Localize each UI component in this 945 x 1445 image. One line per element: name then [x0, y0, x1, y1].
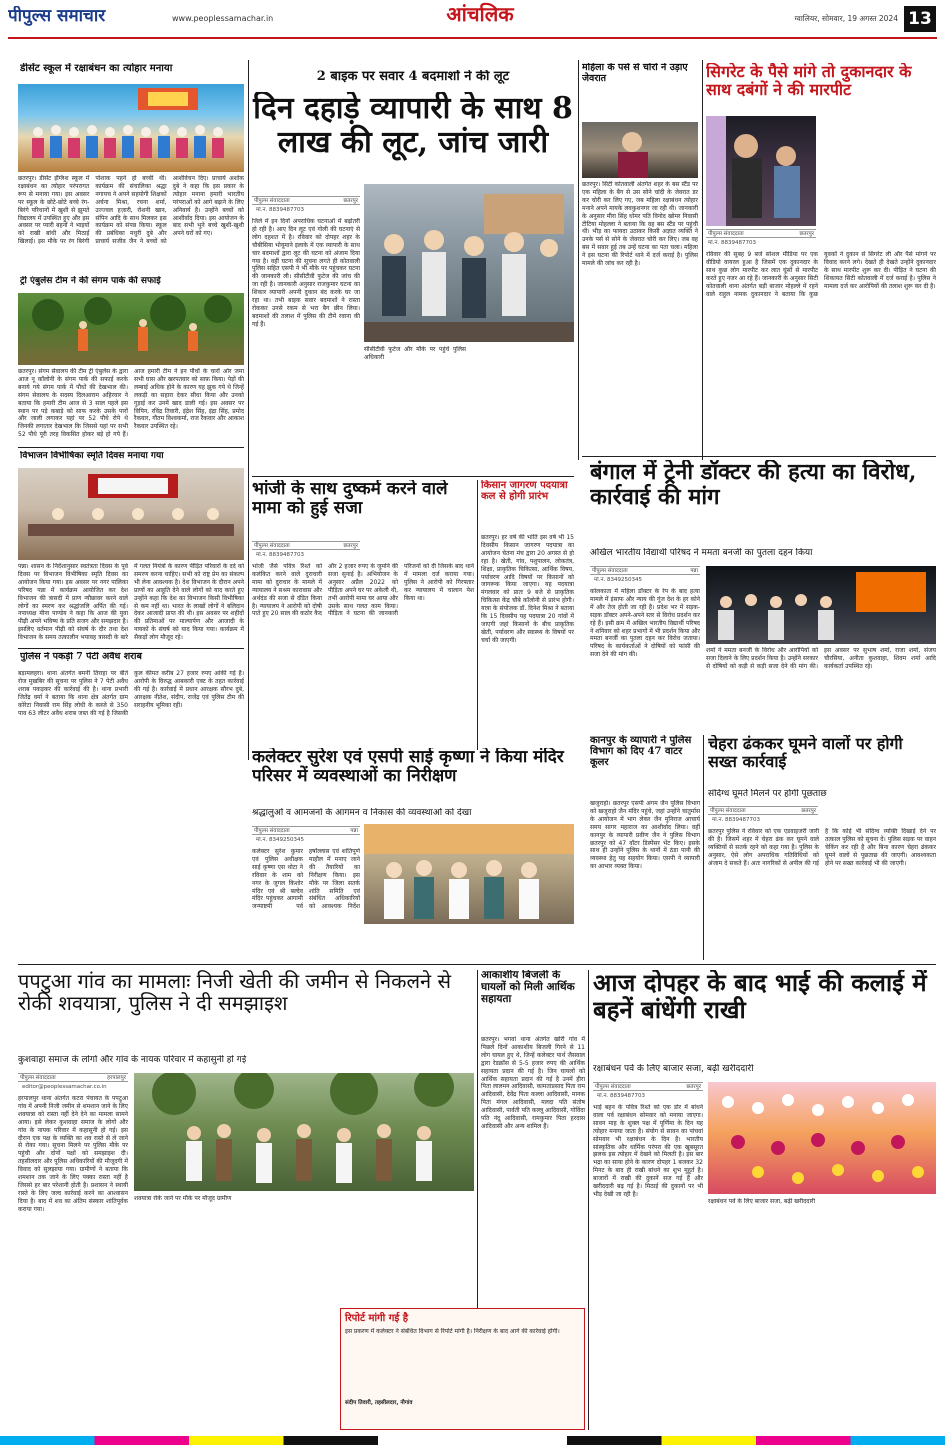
rakhi-subhead: रक्षाबंधन पर्व के लिए बाजार सजा, बढ़ी खरीददारी	[593, 1064, 754, 1074]
paptua-subhead: कुशवाहा समाज के लोगों और गांव के नायक परिवार में कहासुनी हो गई	[18, 1055, 247, 1065]
temple-byline-name: पीपुल्स संवाददाता	[254, 828, 290, 834]
lead-headline: दिन दहाड़े व्यापारी के साथ 8 लाख की लूट, जांच जारी	[253, 92, 573, 160]
lead-mobile: मो.नं. 8839487703	[256, 207, 305, 213]
face-mobile: मो.नं. 8839487703	[712, 817, 761, 823]
paptua-byline-place: हरपालपुर	[107, 1075, 126, 1081]
bengal-photo	[706, 566, 936, 644]
lead-kicker: 2 बाइक पर सवार 4 बदमाशों ने की लूट	[316, 70, 510, 84]
partition-photo-art	[18, 468, 244, 560]
school-photo	[18, 84, 244, 172]
temple-byline	[252, 826, 360, 835]
mama-mobile: मो.नं. 8839487703	[256, 552, 305, 558]
tree-body: छतरपुर। संगम सेवालय की टीम ट्री एंबुलेंस के द्वारा आज नू कॉलोनी के संगम पार्क की सफाई करके बनाये गये संगम पार्क में पौधों की देखभाल की। संगम सेवालय के सदस्य दिलआराम अहिरवार ने बताया कि हमारी टीम आज से 3 साल पहले इस स्थान पर पड़े कबाड़े को साफ करके उसके पारों और जाली लगाकर यहां पर 52 पौधे रोपे थे जिनकी लगातार देखभाल कि जिससे यहां पर सभी 52 पौधे पूरी तरह विकसित होकर बड़े हो गये हैं। आज हमारी टीम ने इन पौधों के चारों ओर जमा सभी घास और खरपतवार को साफ़ किया। पेड़ों की लम्बाई अधिक होने के कारण यह झुक गये थे जिन्हें लकड़ी का सहारा देकर सीधा किया और उनको गुड़ाई कर उनमें खाद डाली गई। इस अवसर पर विपिन, रविंद्र तिवारी, इंद्रेश सिंह, इंद्रा सिंह, प्रमोद रैकवार, गौतम विश्वकर्मा, राज रैकवार और आकाश रैकवार उपस्थित रहे।	[18, 368, 244, 439]
masthead-rule	[8, 37, 937, 39]
col-rule-4	[702, 60, 703, 460]
thieves-photo	[582, 122, 698, 178]
rakhi-mobile: मो.नं. 8839487703	[597, 1093, 646, 1099]
rakhi-photo-art	[708, 1082, 936, 1194]
brand-logo[interactable]: पीपुल्स समाचार	[8, 6, 106, 26]
center-divider-1	[252, 476, 574, 477]
paptua-body-1: हरपालपुर थाना अंतर्गत कटरा पंचायत के पपटुआ गांव में अपनी निजी जमीन से शमशान जाने के लिए शवयात्रा को रास्ता नहीं देने देने का मामला सामने आया। इसे लेकर कुशवाहा समाज के लोगों और गांव के नायक परिवार में कहासुनी हो गई। इस दौरान एक पक्ष के व्यक्ति का शव रास्ते से ले जाने से रोका गया। सूचना मिलने पर पुलिस मौके पर पहुंची और दोनों पक्षों को समझाइश दी। तहसीलदार और पुलिस अधिकारियों की मौजूदगी में विवाद को सुलझाया गया। ग्रामीणों ने बताया कि शमशान तक जाने के लिए पक्का रास्ता नहीं है जिससे हर बार परेशानी होती है। प्रशासन ने स्थायी रास्ते के लिए जल्द कार्रवाई करने का आश्वासन दिया है। बाद में शव का अंतिम संस्कार शांतिपूर्वक कराया गया।	[18, 1095, 128, 1213]
face-headline: चेहरा ढंककर घूमने वालों पर होगी सख्त कार्रवाई	[708, 735, 903, 771]
thieves-headline: महिला के पर्स से चोरों ने उड़ाए जेवरात	[582, 63, 688, 84]
fight-body: रविवार की सुबह 9 बजे सोशल मीडिया पर एक वीडियो वायरल हुआ है जिसमें एक दुकानदार के साथ कुछ लोग मारपीट कर लात घूंसों से मारपीट करते हुए नजर आ रहे हैं। जानकारी के अनुसार सिटी कोतवाली थाना अंतर्गत बड़ी बाजार मोहल्ले में रहने वाले राहुल नामक दुकानदार ने बताया कि कुछ युवकों ने दुकान से सिगरेट ली और पैसे मांगने पर विवाद करने लगे। देखते ही देखते उन्होंने दुकानदार के साथ मारपीट शुरू कर दी। पीड़ित ने घटना की शिकायत सिटी कोतवाली में दर्ज कराई है। पुलिस ने मामला दर्ज कर आरोपियों की तलाश शुरू कर दी है।	[706, 251, 936, 298]
site-url[interactable]: www.peoplessamachar.in	[172, 14, 274, 23]
fight-mobile: मो.नं. 8839487703	[708, 240, 757, 246]
lightning-box	[340, 1308, 585, 1430]
section-title: आंचलिक	[446, 2, 514, 26]
temple-headline: कलेक्टर सुरेश एवं एसपी साई कृष्णा ने किया मंदिर परिसर में व्यवस्थाओं का निरीक्षण	[252, 748, 564, 787]
mama-byline	[252, 541, 360, 550]
partition-body: पन्ना। शासन के निर्देशानुसार स्वतंत्रता दिवस के पूर्व दिवस पर विभाजन विभीषिका स्मृति दिवस का आयोजन किया गया। इस अवसर पर नगर पालिका परिषद पन्ना में कार्यक्रम आयोजित कर देश विभाजन की त्रासदी में प्राण न्यौछावर करने वाले लोगों का स्मरण कर श्रद्धांजलि अर्पित की गई। नपाध्यक्ष मीना पाण्डेय ने कहा कि आज की युवा पीढ़ी अपने भविष्य के प्रति सजग और समझदार है। इसलिए वर्तमान पीढ़ी को संघर्ष के दौर तथा देश विभाजन के समय तत्कालीन भयावह त्रासदी के बारे में गलत नियंत्रों के कारण पीड़ित परिवारों के दर्द को समरण करना चाहिए। सभी को राष्ट्र प्रेम का संकल्प भी लेना आवश्यक है। देश विभाजन के दौरान अपने प्राणों का आहूति देने वाले लोगों को याद करते हुए उन्होंने कहा कि देश का विभाजन किसी विभीषिका से कम नहीं था। भारत के लाखों लोगों ने बलिदान देकर आजादी प्राप्त की थी। इस अवसर पर शहीदों की प्रतिमाओं पर माल्यार्पण और आजादी के नायकों के संघर्ष को याद किया गया। कार्यक्रम में सैकड़ों लोग मौजूद रहे।	[18, 563, 244, 642]
left-divider-2	[18, 648, 244, 649]
school-photo-art	[18, 84, 244, 172]
dateline: ग्वालियर, सोमवार, 19 अगस्त 2024	[794, 14, 898, 23]
temple-photo	[364, 824, 574, 924]
liquor-headline: पुलिस ने पकड़ी 7 पेटी अवैध शराब	[20, 652, 142, 662]
mama-byline-place: छतरपुर	[343, 543, 358, 549]
col-rule-2	[477, 480, 478, 750]
face-byline-place: छतरपुर	[801, 808, 816, 814]
lead-byline	[252, 196, 360, 205]
bengal-byline-place: पन्ना	[690, 568, 698, 574]
bengal-byline-name: पीपुल्स संवाददाता	[592, 568, 628, 574]
col-rule-7	[588, 970, 589, 1430]
rakhi-byline-place: छतरपुर	[686, 1084, 701, 1090]
lightning-headline: आकाशीय बिजली के घायलों को मिली आर्थिक सहायता	[481, 970, 575, 1005]
school-body: छतरपुर। डीसेंट इंग्लिश स्कूल में रक्षाबंधन का त्योहार परंपरागत रूप से मनाया गया। इस अवसर पर स्कूल के छोटे-छोटे बच्चे रंग-बिरंगे परिधानों में खुशी से झूमते विद्यालय में उपस्थित हुए और इस अवसर पर प्यारी बहनों ने भाइयों को राखी बांधी और मिठाई खिलाई। इस मौके पर रंग बिरंगी पोशाक पहने हो बच्ची थी। कार्यक्रम की संचालिका श्रद्धा नगायच ने अपने सहयोगी शिक्षकों अर्चना मिश्रा, रचना शर्मा, उज्ज्वल हज़ारी, रोशनी खान, संपिन आदि के साथ मिलकर इस कार्यक्रम को संपन्न किया। स्कूल की प्रबंधिका मधुरी दुबे और प्राचार्य सजीव जैन ने बच्चों को आशीर्वचन दिए। प्राचार्य अशोक दुबे ने कहा कि इस प्रकार के त्योहार मनाना हमारी भारतीय परंपराओं को आगे बढ़ाने के लिए अनिवार्य है। उन्होंने बच्चों को आशीर्वाद दिया। इस आयोजन के बाद सभी भुने बच्चे खुशी-खुशी अपने घरों को गए।	[18, 175, 244, 246]
rakhi-body: भाई बहन के पवित्र रिश्ते को एक डोर में बांधने वाला पर्व रक्षाबंधन सोमवार को मनाया जाएगा। सावन माह के शुक्ल पक्ष में पूर्णिमा के दिन यह त्योहार मनाया जाता है। संयोग से सावन का पांचवां सोमवार भी रक्षाबंधन के दिन है। भारतीय सांस्कृतिक और धार्मिक परंपरा की एक खूबसूरत झलक इस त्योहार में देखने को मिलती है। इस बार भद्रा का साया होने के कारण दोपहर 1 बजकर 32 मिनट के बाद ही राखी बांधने का शुभ मुहूर्त है। बाजारों में राखी की दुकानें सज गई हैं और खरीददारी बढ़ गई है। मिठाई की दुकानों पर भी भीड़ देखी जा रही है।	[593, 1104, 703, 1198]
lightning-body: छतरपुर। भगवां थाना अंतर्गत खोरी गांव में पिछले दिनों आकाशीय बिजली गिरने से 11 लोग घायल हुए थे, जिन्हें कलेक्टर पार्थ जैसवाल द्वारा रेडक्रॉस से 5-5 हजार रुपए की आर्थिक सहायता प्रदान की गई है। जिन घायलों को आर्थिक सहायता प्रदान की गई है उनमें हीरा पिता लालमन आदिवासी, कामताप्रसाद पिता राम आदिवासी, देवेंद्र पिता कल्ला आदिवासी, मानक पिता मंगल आदिवासी, मलदा पति संतोष आदिवासी, पार्वती पति कल्लू आदिवासी, गोविंदा पति नंदू आदिवासी, रामकुमार पिता हरदास आदिवासी और अन्य शामिल हैं।	[481, 1036, 585, 1130]
bengal-names: शर्मा ने ममता बनर्जी के विरोध और आरोपियों को सजा दिलाने के लिए प्रदर्शन किया है। उन्होंने सरकार से दोषियों को कड़ी से कड़ी सजा देने की मांग की। इस अवसर पर सुभाष शर्मा, राजा शर्मा, संजय चौरसिया, अनीता कुशवाहा, शिवम शर्मा आदि कार्यकर्ता उपस्थित रहे।	[706, 647, 936, 670]
face-byline	[708, 806, 818, 815]
paptua-email[interactable]: editor@peoplessamachar.co.in	[22, 1084, 107, 1090]
tree-photo-art	[18, 293, 244, 365]
paptua-headline: पपटुआ गांव का मामलाः निजी खेती की जमीन से निकलने से रोकी शवयात्रा, पुलिस ने दी समझाइश	[18, 970, 451, 1016]
bengal-mobile: मो.नं. 8349250345	[594, 577, 643, 583]
paptua-photo-art	[134, 1073, 474, 1191]
registration-bar	[0, 1436, 945, 1445]
temple-byline-place: पन्ना	[350, 828, 358, 834]
masthead	[0, 0, 945, 42]
temple-photo-art	[364, 824, 574, 924]
lead-photo-art	[364, 184, 574, 342]
fight-byline-place: छतरपुर	[799, 231, 814, 237]
paptua-byline	[18, 1073, 128, 1082]
fight-headline: सिगरेट के पैसे मांगे तो दुकानदार के साथ दबंगों ने की मारपीट	[706, 63, 912, 99]
lightning-box-author: संदीप तिवारी, तहसीलदार, नौगांव	[345, 1400, 413, 1407]
col-rule-5	[703, 735, 704, 960]
rakhi-headline: आज दोपहर के बाद भाई की कलाई में बहनें बांधेंगी राखी	[593, 970, 927, 1024]
face-subhead: संदिग्ध घूमते मिलने पर होगी पूछताछ	[708, 789, 827, 799]
paptua-byline-name: पीपुल्स संवाददाता	[20, 1075, 56, 1081]
mama-byline-name: पीपुल्स संवाददाता	[254, 543, 290, 549]
face-body: छतरपुर पुलिस ने रविवार को एक एडवाइजरी जारी की है। जिसमें शहर में चेहरा ढंक कर घूमने वाले व्यक्तियों से सतर्क रहने को कहा गया है। पुलिस के अनुसार, ऐसे लोग अपराधिक गतिविधियों को अंजाम दे सकते हैं। अतः नागरिकों से अपील की गई है कि कोई भी संदिग्ध व्यक्ति दिखाई देने पर तत्काल पुलिस को सूचना दें। पुलिस सड़क पर वाहन चेकिंग कर रही है और बिना कारण चेहरा ढंककर घूमने वालों से पूछताछ की जाएगी। आवश्यकता होने पर सख्त कार्रवाई भी की जाएगी।	[708, 828, 936, 867]
rakhi-body-cont: रक्षाबंधन पर्व के लिए बाजार सजा, बढ़ी खरीददारी	[708, 1198, 816, 1205]
lead-body-cont: सीसीटीवी फुटेज और मौके पर पहुंचे पुलिस अधिकारी	[364, 346, 466, 361]
thieves-photo-art	[582, 122, 698, 178]
lead-body: जिले में इन दिनों अपराधिक घटनाओं में बढ़ोतरी हो रही है। आए दिन लूट एवं गोली की घटनाएं से लोग दहशत में है। रविवार को दोपहर शहर के चौबीसिया भोयूमाने इलाके में एक व्यापारी के साथ चार बदमाशों द्वारा लूट की घटना को अंजाम दिया गया है। वहीं घटना की सूचना लगते ही कोतवाली पुलिस सहित एसपी ने भी मौके पर पहुंचकर घटना की जानकारी ली। सीसीटीवी फुटेज की जांच की जा रही है। जानकारी अनुसार राजकुमार घटना का शिकार व्यापारी अपनी दुकान बंद करके घर जा रहा था। तभी बाइक सवार बदमाशों ने रास्ता रोककर उनसे रकम से भरा बैग छीन लिया। बदमाशों की तलाश में पुलिस की टीमें रवाना की गई हैं।	[252, 218, 360, 328]
mama-headline: भांजी के साथ दुष्कर्म करने वाले मामा को हुई सजा	[252, 480, 448, 519]
tree-photo	[18, 293, 244, 365]
partition-headline: विभाजन विभीषिका स्मृति दिवस मनाया गया	[20, 451, 164, 461]
lead-byline-place: छतरपुर	[343, 198, 358, 204]
liquor-body: बड़ामलहरा। थाना अंतर्गत बमनी तिराहा पर बीते रोज मुखबिर की सूचना पर पुलिस ने 7 पेटी अवैध शराब पकड़कर की कार्रवाई की है। थाना प्रभारी जितेंद्र वर्मा ने बताया कि थाना क्षेत्र अंतर्गत ग्राम कोरेटा निवासी राम सिंह लोधी के कब्जे से 350 पाव 63 लीटर अवैध शराब जब्त की गई है जिसकी कुल कीमत करीब 27 हजार रुपए आंकी गई है। आरोपी के विरुद्ध आबकारी एक्ट के तहत कार्रवाई की गई है। कार्रवाई में प्रधान आरक्षक सौरभ दुबे, आरक्षक नीतेश, संदीप, राजेंद्र एवं पुलिस टीम की सराहनीय भूमिका रही।	[18, 670, 244, 717]
thieves-body: छतरपुर। सिटी कोतवाली अंतर्गत शहर के बस स्टैंड पर एक महिला के बैग से उस सोने चांदी के जेवरात डर कर चोरी कर लिए गए, जब महिला रक्षाबंधन त्योहार मनाने अपने मायके लवकुशनगर जा रही थी। जानकारी के अनुसार मीरा सिंह धोमर पति विनोद खोमर निवासी टीटिया मोहल्ला ने बताया कि वह बस स्टैंड पर पहुंची थी। भीड़ का फायदा उठाकर किसी अज्ञात व्यक्ति ने उनके पर्स से सोने के जेवरात चोरी कर लिए। जब वह बस में सवार हुई तब उन्हें घटना का पता चला। महिला ने इस घटना की रिपोर्ट थाने में दर्ज कराई है। पुलिस मामले की जांच कर रही है।	[582, 181, 698, 268]
temple-subhead: श्रद्धालुओं व आमजनों के आगमन व निकास की व्यवस्थाओं को देखा	[252, 808, 472, 818]
kisan-body: छतरपुर। हर वर्ष की भांति इस वर्ष भी 15 दिवसीय किसान जागरण पदयात्रा का आयोजन चेतना मंच द्वारा 20 अगस्त से हो रहा है। खेती, गांव, पशुपालन, लोकतंत्र, शिक्षा, प्राकृतिक चिकित्सा, आर्थिक विषय, पर्यावरण आदि विषयों पर किसानों को जागरूक किया जाएगा। यह पदयात्रा मंगलवार को प्रातः 9 बजे से प्राकृतिक चिकित्सा केंद्र चौबे कॉलोनी से प्रारंभ होगी। यात्रा के संयोजक डॉ. दिनेश मिश्रा ने बताया कि 15 दिवसीय यह पदयात्रा 20 गांवों में जाएगी जहां किसानों के बीच प्राकृतिक खेती, पर्यावरण और स्वास्थ्य के विषयों पर चर्चा की जाएगी।	[481, 534, 574, 644]
partition-photo	[18, 468, 244, 560]
kisan-headline: किसान जागरण पदयात्रा कल से होगी प्रारंभ	[481, 480, 568, 503]
lightning-box-title: रिपोर्ट मांगी गई है	[345, 1313, 409, 1324]
fight-photo	[706, 116, 816, 226]
mama-body: भांजी जैसे पवित्र रिश्ते को कलंकित करने वाले दुराचारी मामा को दुराचार के मामले में न्यायालय ने सश्रम कारावास और अर्थदंड की सजा से दंडित किया है। न्यायालय ने आरोपी को दोषी पाते हुए 20 साल की कठोर कैद और 2 हजार रुपए के जुर्माने की सजा सुनाई है। अभियोजन के अनुसार अप्रैल 2022 को पीड़िता अपने घर पर अकेली थी, तभी आरोपी मामा घर आया और उसके साथ गलत काम किया। पीड़िता ने घटना की जानकारी परिजनों को दी जिसके बाद थाने में मामला दर्ज कराया गया। पुलिस ने आरोपी को गिरफ्तार कर न्यायालय में चालान पेश किया था।	[252, 563, 474, 618]
bengal-body: कोलकाता में महिला डॉक्टर के रेप के बाद हत्या मामले में इंसाफ और न्याय की गूंज देश के हर कोने में और तेज होती जा रही है। प्रदेश भर में सड़क-सड़क डॉक्टर अपने-अपने स्तर से विरोध प्रदर्शन कर रहे हैं। इसी क्रम में अखिल भारतीय विद्यार्थी परिषद ने शनिवार को शहर प्रभागों में भी प्रदर्शन किया और ममता बनर्जी का पुतला दहन कर विरोध जताया। परिषद के कार्यकर्ताओं ने दोषियों को फांसी की सजा देने की मांग की।	[590, 588, 700, 659]
fight-byline	[706, 229, 816, 238]
temple-mobile: मो.नं. 8349250345	[256, 837, 305, 843]
bengal-subhead: अखिल भारतीय विद्यार्थी परिषद ने ममता बनर्जी का पुतला दहन किया	[590, 548, 813, 558]
rakhi-photo	[708, 1082, 936, 1194]
col-rule-3	[578, 60, 579, 460]
wide-divider	[18, 964, 936, 965]
paptua-body-2: शवयात्रा रोके जाने पर मौके पर मौजूद ग्रामीण	[134, 1195, 232, 1202]
col-rule-1	[248, 60, 249, 760]
lightning-box-body: इस प्रकरण में कलेक्टर ने संबंधित विभाग से रिपोर्ट मांगी है। निरीक्षण के बाद आगे की कार्रवाई होगी।	[345, 1328, 560, 1336]
temple-body: कलेक्टर सुरेश कुमार एवं पुलिस अधीक्षक साई कृष्णा एस थोटा ने रविवार के शाम को नगर के जुगल किशोर मंदिर एवं श्री बल्देव मंदिर पहुंचकर आगामी जन्माष्टमी पर्व हर्षोल्लास एवं शांतिपूर्ण माहौल में मनाए जाने की तैयारियों का निरीक्षण किया। इस मौके पर जिला सतर्क शांति समिति एवं संबंधित अधिकारियों को आवश्यक निर्देश	[252, 848, 360, 911]
bengal-photo-art	[706, 566, 936, 644]
lead-byline-name: पीपुल्स संवाददाता	[254, 198, 290, 204]
lead-photo	[364, 184, 574, 342]
fight-photo-art	[706, 116, 816, 226]
paptua-photo	[134, 1073, 474, 1191]
cooler-body: खजुराहो। छतरपुर एसपी अगम जैन पुलिस विभाग को खजुराहो जैन मंदिर पहुंचे, जहां उन्होंने चातुर्मास के आयोजन में भाग लेकर जैन मुनिराज आचार्य समय सागर महाराज का आशीर्वाद लिया। वहीं कानपुर के व्यापारी प्रवीण जैन ने पुलिस विभाग छतरपुर को 47 वॉटर डिस्पेंसर भेंट किए। इसके साथ ही उन्होंने पुलिस के थानों में ठंडा पानी की व्यवस्था हेतु यह सहयोग किया। एसपी ने व्यापारी का आभार व्यक्त किया।	[590, 800, 700, 871]
rakhi-byline	[593, 1082, 703, 1091]
tree-headline: ट्री एंबुलेंस टीम ने की संगम पार्क की सफाई	[20, 276, 161, 286]
cooler-headline: कानपुर के व्यापारी ने पुलिस विभाग को दिए 47 वाटर कूलर	[590, 735, 692, 769]
fight-byline-name: पीपुल्स संवाददाता	[708, 231, 744, 237]
bengal-headline: बंगाल में ट्रेनी डॉक्टर की हत्या का विरोध, कार्रवाई की मांग	[590, 460, 917, 510]
bengal-byline	[590, 566, 700, 575]
page-number: 13	[904, 6, 936, 32]
school-headline: डीसेंट स्कूल में रक्षाबंधन का त्योहार मनाया	[20, 63, 173, 74]
left-divider-1	[18, 447, 244, 448]
face-byline-name: पीपुल्स संवाददाता	[710, 808, 746, 814]
rakhi-byline-name: पीपुल्स संवाददाता	[595, 1084, 631, 1090]
right-divider-1	[582, 456, 936, 457]
